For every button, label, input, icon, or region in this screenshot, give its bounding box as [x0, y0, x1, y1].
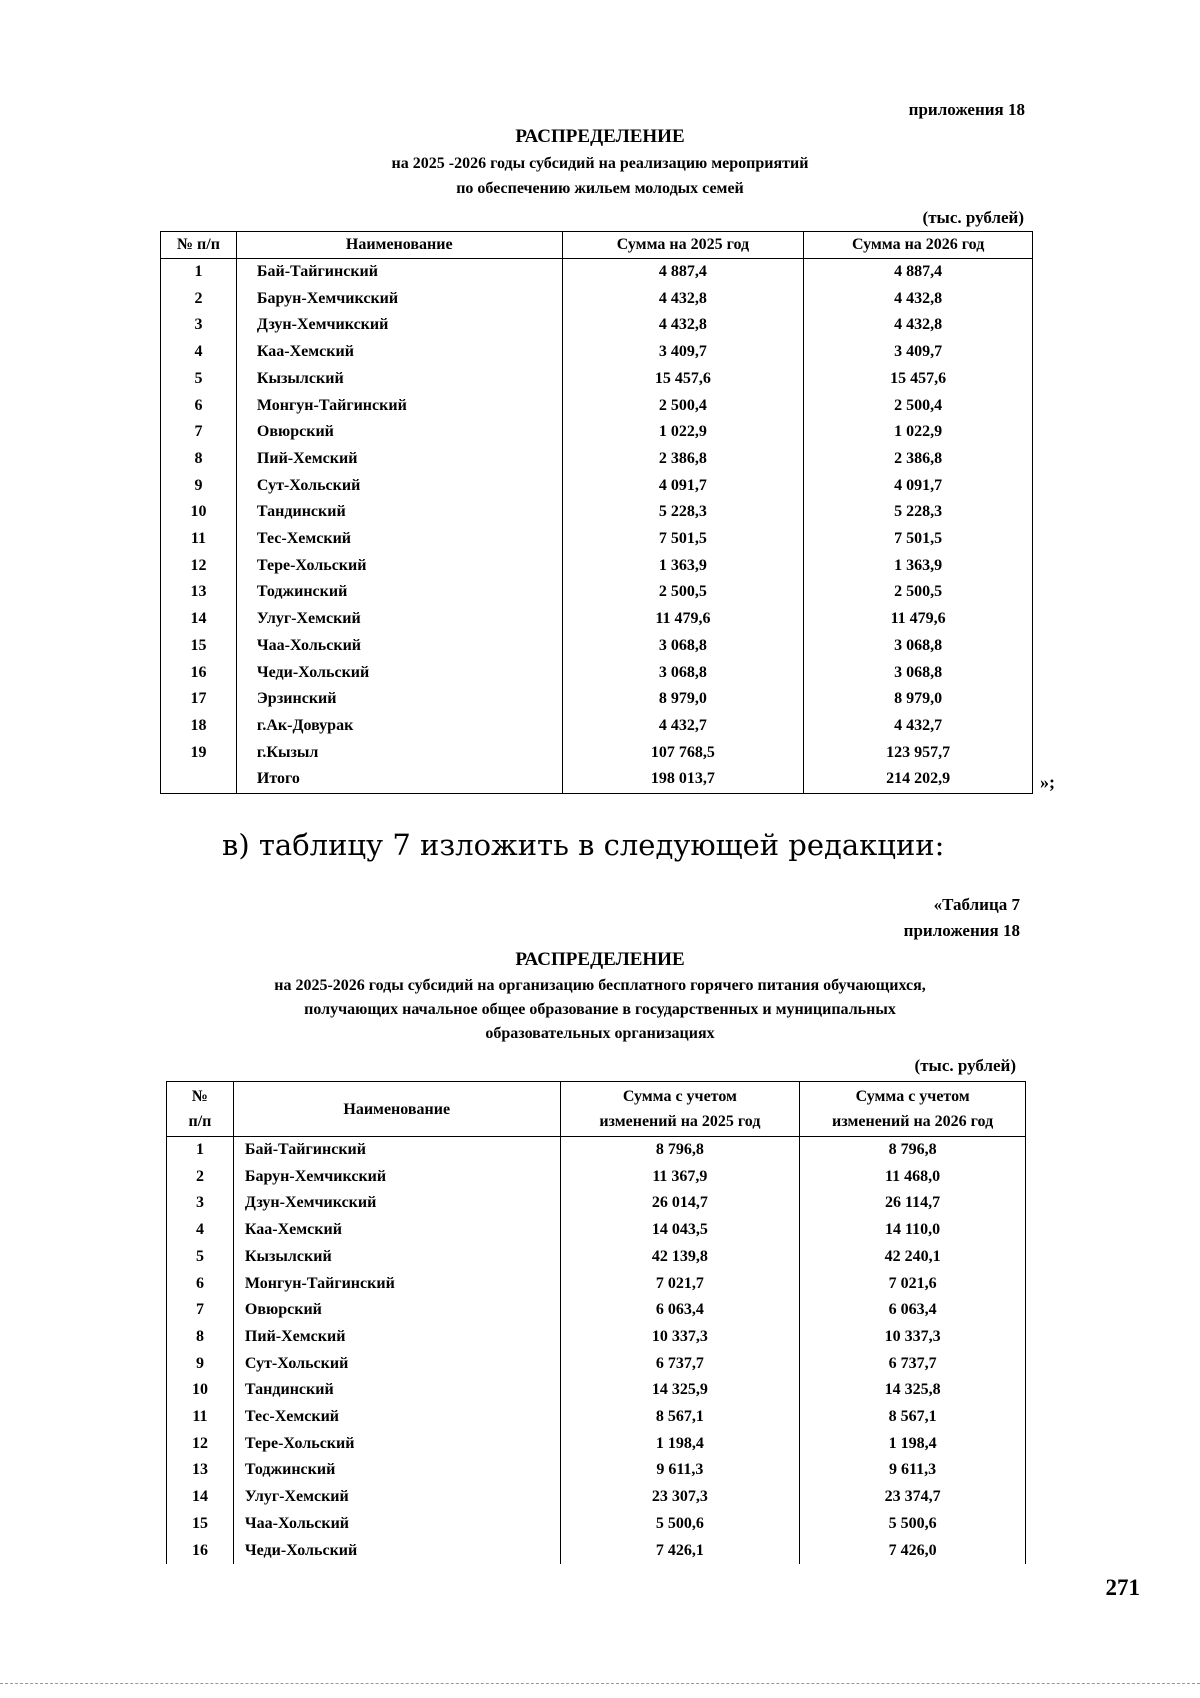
cell-sum-2025: 198 013,7 — [562, 766, 804, 793]
cell-sum-2025: 3 409,7 — [562, 339, 804, 366]
cell-name: Улуг-Хемский — [233, 1484, 560, 1511]
cell-name: Сут-Хольский — [233, 1351, 560, 1378]
cell-name: Улуг-Хемский — [236, 606, 562, 633]
table-row — [167, 1457, 1026, 1484]
table1-housing-subsidies — [160, 231, 1033, 794]
cell-name: Тес-Хемский — [236, 526, 562, 553]
cell-sum-2026: 10 337,3 — [800, 1324, 1026, 1351]
table-row — [167, 1351, 1026, 1378]
table-row — [161, 526, 1033, 553]
table-row — [161, 393, 1033, 420]
cell-sum-2026: 123 957,7 — [804, 740, 1033, 767]
cell-sum-2025: 7 501,5 — [562, 526, 804, 553]
table2-header-2026 — [800, 1082, 1026, 1137]
cell-num — [161, 766, 237, 793]
cell-sum-2025: 8 796,8 — [560, 1137, 800, 1164]
table2-unit-label: (тыс. рублей) — [914, 1056, 1016, 1075]
cell-name: Тандинский — [233, 1377, 560, 1404]
cell-name: Пий-Хемский — [236, 446, 562, 473]
cell-name: Каа-Хемский — [236, 339, 562, 366]
cell-sum-2025: 15 457,6 — [562, 366, 804, 393]
cell-sum-2026: 2 386,8 — [804, 446, 1033, 473]
cell-num: 10 — [161, 499, 237, 526]
cell-name: Овюрский — [236, 419, 562, 446]
table-row — [167, 1404, 1026, 1431]
cell-num: 7 — [167, 1297, 234, 1324]
table-row — [161, 259, 1033, 286]
cell-num: 13 — [167, 1457, 234, 1484]
table-row — [161, 499, 1033, 526]
table1-title: РАСПРЕДЕЛЕНИЕ — [515, 126, 685, 147]
table-row — [167, 1511, 1026, 1538]
cell-sum-2025: 5 500,6 — [560, 1511, 800, 1538]
cell-num: 4 — [167, 1217, 234, 1244]
cell-num: 7 — [161, 419, 237, 446]
cell-sum-2025: 4 432,7 — [562, 713, 804, 740]
cell-num: 19 — [161, 740, 237, 767]
cell-name: Кызылский — [233, 1244, 560, 1271]
cell-name: Монгун-Тайгинский — [236, 393, 562, 420]
cell-sum-2026: 3 068,8 — [804, 660, 1033, 687]
table2-body — [167, 1137, 1026, 1565]
cell-sum-2026: 4 432,8 — [804, 286, 1033, 313]
table1-header-2025: Сумма на 2025 год — [562, 232, 804, 259]
cell-num: 11 — [167, 1404, 234, 1431]
cell-sum-2026: 1 022,9 — [804, 419, 1033, 446]
cell-num: 18 — [161, 713, 237, 740]
table-row — [161, 579, 1033, 606]
table-row — [161, 686, 1033, 713]
cell-sum-2025: 4 887,4 — [562, 259, 804, 286]
instruction-text: в) таблицу 7 изложить в следующей редакции: — [222, 828, 945, 862]
cell-num: 16 — [161, 660, 237, 687]
cell-sum-2026: 7 021,6 — [800, 1271, 1026, 1298]
cell-sum-2026: 9 611,3 — [800, 1457, 1026, 1484]
cell-num: 1 — [167, 1137, 234, 1164]
cell-sum-2025: 6 737,7 — [560, 1351, 800, 1378]
cell-num: 5 — [161, 366, 237, 393]
cell-sum-2025: 107 768,5 — [562, 740, 804, 767]
cell-sum-2025: 8 979,0 — [562, 686, 804, 713]
cell-sum-2025: 11 479,6 — [562, 606, 804, 633]
table1-subtitle-line1: на 2025 -2026 годы субсидий на реализацию мероприятий — [391, 155, 809, 172]
cell-name: Пий-Хемский — [233, 1324, 560, 1351]
table-row — [167, 1271, 1026, 1298]
cell-num: 14 — [161, 606, 237, 633]
cell-name: Монгун-Тайгинский — [233, 1271, 560, 1298]
cell-num: 16 — [167, 1538, 234, 1565]
cell-sum-2025: 9 611,3 — [560, 1457, 800, 1484]
table-row — [161, 606, 1033, 633]
cell-name: Бай-Тайгинский — [233, 1137, 560, 1164]
cell-sum-2025: 10 337,3 — [560, 1324, 800, 1351]
table1-header-name: Наименование — [236, 232, 562, 259]
table2-header-2026-line2: изменений на 2026 год — [832, 1113, 994, 1130]
table1-appendix-label: приложения 18 — [908, 100, 1025, 119]
cell-sum-2026: 14 110,0 — [800, 1217, 1026, 1244]
cell-sum-2025: 14 325,9 — [560, 1377, 800, 1404]
cell-name: г.Кызыл — [236, 740, 562, 767]
cell-sum-2025: 4 432,8 — [562, 286, 804, 313]
cell-sum-2026: 2 500,5 — [804, 579, 1033, 606]
table-row — [161, 339, 1033, 366]
table2-header-2026-line1: Сумма с учетом — [855, 1088, 970, 1105]
table1-header-row — [161, 232, 1033, 259]
table-row — [167, 1190, 1026, 1217]
cell-num: 6 — [161, 393, 237, 420]
cell-name: Барун-Хемчикский — [236, 286, 562, 313]
cell-sum-2026: 6 063,4 — [800, 1297, 1026, 1324]
cell-name: Чаа-Хольский — [233, 1511, 560, 1538]
cell-num: 13 — [161, 579, 237, 606]
cell-sum-2026: 214 202,9 — [804, 766, 1033, 793]
cell-num: 3 — [161, 312, 237, 339]
cell-sum-2025: 1 198,4 — [560, 1431, 800, 1458]
cell-sum-2025: 8 567,1 — [560, 1404, 800, 1431]
table2-header-2025-line1: Сумма с учетом — [622, 1088, 737, 1105]
table-row — [161, 740, 1033, 767]
table1-closing-quote: »; — [1040, 772, 1055, 792]
cell-sum-2025: 14 043,5 — [560, 1217, 800, 1244]
table1-body — [161, 259, 1033, 794]
cell-sum-2025: 1 363,9 — [562, 553, 804, 580]
cell-sum-2026: 1 198,4 — [800, 1431, 1026, 1458]
cell-sum-2026: 11 468,0 — [800, 1164, 1026, 1191]
cell-sum-2025: 5 228,3 — [562, 499, 804, 526]
cell-num: 2 — [167, 1164, 234, 1191]
cell-sum-2026: 42 240,1 — [800, 1244, 1026, 1271]
table2-header-row — [167, 1082, 1026, 1137]
cell-name: Эрзинский — [236, 686, 562, 713]
table-row — [167, 1244, 1026, 1271]
cell-sum-2026: 5 500,6 — [800, 1511, 1026, 1538]
cell-sum-2025: 7 426,1 — [560, 1538, 800, 1565]
table2-label: «Таблица 7 — [933, 895, 1020, 914]
cell-num: 15 — [161, 633, 237, 660]
table-row — [167, 1538, 1026, 1565]
cell-num: 3 — [167, 1190, 234, 1217]
cell-sum-2026: 11 479,6 — [804, 606, 1033, 633]
cell-sum-2026: 1 363,9 — [804, 553, 1033, 580]
cell-name: Дзун-Хемчикский — [236, 312, 562, 339]
table-row — [167, 1164, 1026, 1191]
cell-name: Дзун-Хемчикский — [233, 1190, 560, 1217]
cell-sum-2026: 3 068,8 — [804, 633, 1033, 660]
cell-sum-2025: 3 068,8 — [562, 660, 804, 687]
table2-header-2025 — [560, 1082, 800, 1137]
table-row — [161, 366, 1033, 393]
cell-sum-2026: 8 796,8 — [800, 1137, 1026, 1164]
cell-sum-2026: 4 432,7 — [804, 713, 1033, 740]
table2-appendix-label: приложения 18 — [903, 921, 1020, 940]
cell-sum-2026: 7 426,0 — [800, 1538, 1026, 1565]
cell-sum-2026: 2 500,4 — [804, 393, 1033, 420]
table2-title: РАСПРЕДЕЛЕНИЕ — [515, 949, 685, 970]
cell-name: Тере-Хольский — [233, 1431, 560, 1458]
cell-num: 11 — [161, 526, 237, 553]
table-row — [167, 1484, 1026, 1511]
page-number: 271 — [1105, 1575, 1140, 1600]
cell-num: 8 — [167, 1324, 234, 1351]
cell-sum-2025: 2 500,4 — [562, 393, 804, 420]
table2-header-2025-line2: изменений на 2025 год — [599, 1113, 761, 1130]
table-row — [167, 1377, 1026, 1404]
cell-num: 9 — [161, 473, 237, 500]
footer-divider — [0, 1683, 1200, 1684]
table2-header-name: Наименование — [233, 1082, 560, 1137]
cell-name: Барун-Хемчикский — [233, 1164, 560, 1191]
cell-num: 14 — [167, 1484, 234, 1511]
cell-sum-2026: 6 737,7 — [800, 1351, 1026, 1378]
cell-name: Тоджинский — [233, 1457, 560, 1484]
table-row — [161, 312, 1033, 339]
cell-sum-2025: 11 367,9 — [560, 1164, 800, 1191]
table-row — [167, 1217, 1026, 1244]
cell-sum-2025: 2 500,5 — [562, 579, 804, 606]
cell-sum-2025: 1 022,9 — [562, 419, 804, 446]
table-row — [167, 1324, 1026, 1351]
table-row — [161, 713, 1033, 740]
table2-header-num-line2: п/п — [188, 1113, 212, 1130]
cell-sum-2026: 7 501,5 — [804, 526, 1033, 553]
cell-sum-2025: 7 021,7 — [560, 1271, 800, 1298]
cell-sum-2026: 26 114,7 — [800, 1190, 1026, 1217]
cell-sum-2025: 42 139,8 — [560, 1244, 800, 1271]
cell-sum-2025: 26 014,7 — [560, 1190, 800, 1217]
cell-name: Сут-Хольский — [236, 473, 562, 500]
cell-name: Кызылский — [236, 366, 562, 393]
cell-sum-2025: 3 068,8 — [562, 633, 804, 660]
table-row — [161, 286, 1033, 313]
cell-name: Бай-Тайгинский — [236, 259, 562, 286]
cell-sum-2026: 4 091,7 — [804, 473, 1033, 500]
table-row — [167, 1431, 1026, 1458]
table2-header-num — [167, 1082, 234, 1137]
cell-sum-2026: 14 325,8 — [800, 1377, 1026, 1404]
cell-num: 12 — [167, 1431, 234, 1458]
table-row — [161, 553, 1033, 580]
cell-num: 6 — [167, 1271, 234, 1298]
cell-sum-2026: 5 228,3 — [804, 499, 1033, 526]
cell-num: 10 — [167, 1377, 234, 1404]
cell-num: 9 — [167, 1351, 234, 1378]
cell-name: Овюрский — [233, 1297, 560, 1324]
cell-sum-2025: 4 091,7 — [562, 473, 804, 500]
table2-subtitle-line3: образовательных организациях — [485, 1025, 715, 1042]
cell-sum-2026: 8 567,1 — [800, 1404, 1026, 1431]
cell-sum-2026: 4 432,8 — [804, 312, 1033, 339]
table-row — [161, 766, 1033, 793]
table2-header-num-line1: № — [191, 1088, 208, 1105]
table1-header-2026: Сумма на 2026 год — [804, 232, 1033, 259]
cell-name: Тере-Хольский — [236, 553, 562, 580]
cell-num: 2 — [161, 286, 237, 313]
cell-sum-2026: 8 979,0 — [804, 686, 1033, 713]
table-row — [161, 446, 1033, 473]
table-row — [167, 1137, 1026, 1164]
cell-sum-2025: 6 063,4 — [560, 1297, 800, 1324]
table-row — [161, 473, 1033, 500]
cell-sum-2025: 2 386,8 — [562, 446, 804, 473]
table2-subtitle-line1: на 2025-2026 годы субсидий на организацию бесплатного горячего питания обучающихся, — [274, 977, 926, 994]
table1-subtitle-line2: по обеспечению жильем молодых семей — [456, 180, 744, 197]
cell-name: Чеди-Хольский — [236, 660, 562, 687]
table1-header-num: № п/п — [161, 232, 237, 259]
cell-name: Чаа-Хольский — [236, 633, 562, 660]
cell-num: 17 — [161, 686, 237, 713]
table1-unit-label: (тыс. рублей) — [922, 208, 1024, 227]
table2-hot-meals-subsidies — [166, 1081, 1026, 1564]
cell-sum-2026: 3 409,7 — [804, 339, 1033, 366]
table2-subtitle-line2: получающих начальное общее образование в государственных и муниципальных — [304, 1001, 896, 1018]
cell-name: Тоджинский — [236, 579, 562, 606]
cell-sum-2026: 4 887,4 — [804, 259, 1033, 286]
table-row — [161, 633, 1033, 660]
cell-sum-2026: 23 374,7 — [800, 1484, 1026, 1511]
cell-name: Чеди-Хольский — [233, 1538, 560, 1565]
cell-num: 8 — [161, 446, 237, 473]
table-row — [161, 419, 1033, 446]
cell-num: 12 — [161, 553, 237, 580]
cell-num: 15 — [167, 1511, 234, 1538]
cell-num: 4 — [161, 339, 237, 366]
cell-num: 1 — [161, 259, 237, 286]
table-row — [167, 1297, 1026, 1324]
cell-name: Тес-Хемский — [233, 1404, 560, 1431]
cell-sum-2026: 15 457,6 — [804, 366, 1033, 393]
cell-name: г.Ак-Довурак — [236, 713, 562, 740]
cell-name: Каа-Хемский — [233, 1217, 560, 1244]
cell-sum-2025: 4 432,8 — [562, 312, 804, 339]
cell-name: Итого — [236, 766, 562, 793]
cell-num: 5 — [167, 1244, 234, 1271]
table-row — [161, 660, 1033, 687]
cell-sum-2025: 23 307,3 — [560, 1484, 800, 1511]
cell-name: Тандинский — [236, 499, 562, 526]
